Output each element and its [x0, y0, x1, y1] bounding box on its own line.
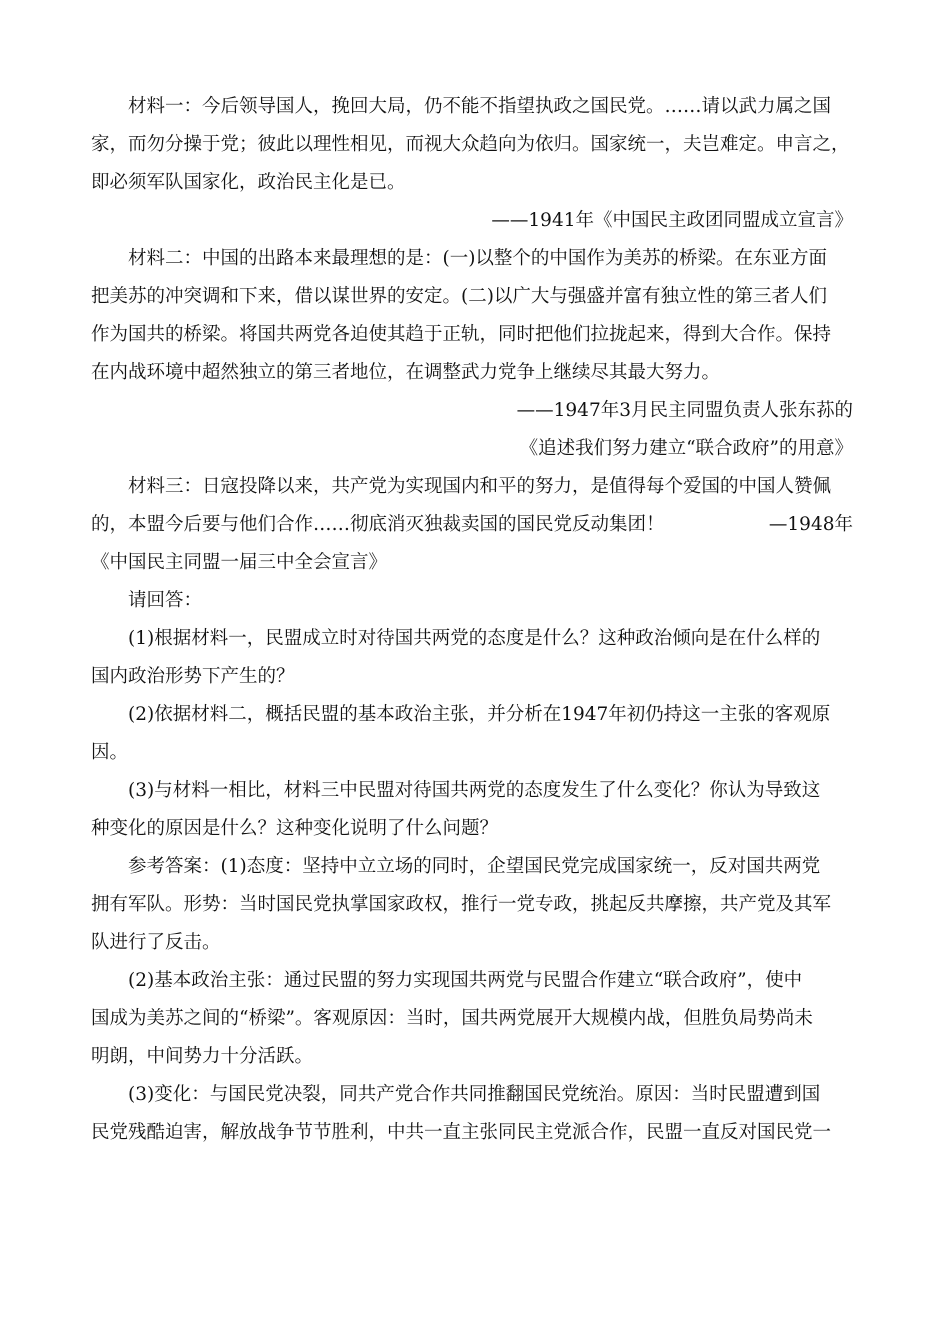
material-1-line: 即必须军队国家化，政治民主化是已。 — [91, 172, 406, 193]
document-page — [91, 88, 861, 1152]
question-3-line: (3)与材料一相比，材料三中民盟对待国共两党的态度发生了什么变化？你认为导致这 — [128, 780, 821, 801]
material-1-source: ——1941年《中国民主政团同盟成立宣言》 — [491, 210, 853, 231]
material-1-line: 材料一：今后领导国人，挽回大局，仍不能不指望执政之国民党。……请以武力属之国 — [128, 96, 832, 117]
material-2-line: 把美苏的冲突调和下来，借以谋世界的安定。(二)以广大与强盛并富有独立性的第三者人们 — [91, 286, 827, 307]
question-2-line: (2)依据材料二，概括民盟的基本政治主张，并分析在1947年初仍持这一主张的客观原 — [128, 704, 831, 725]
answer-3-line: 民党残酷迫害，解放战争节节胜利，中共一直主张同民主党派合作，民盟一直反对国民党一 — [91, 1122, 832, 1143]
answer-2-line: 明朗，中间势力十分活跃。 — [91, 1046, 314, 1067]
answer-3-line: (3)变化：与国民党决裂，同共产党合作共同推翻国民党统治。原因：当时民盟遭到国 — [128, 1084, 821, 1105]
answer-1-line: 拥有军队。形势：当时国民党执掌国家政权，推行一党专政，挑起反共摩擦，共产党及其军 — [91, 894, 832, 915]
material-3-source-year: —1948年 — [768, 514, 853, 535]
question-1-line: 国内政治形势下产生的？ — [91, 666, 295, 687]
material-3-line-with-date — [91, 506, 861, 544]
material-2-line: 作为国共的桥梁。将国共两党各迫使其趋于正轨，同时把他们拉拢起来，得到大合作。保持 — [91, 324, 832, 345]
answer-2-line: 国成为美苏之间的“桥梁”。客观原因：当时，国共两党展开大规模内战，但胜负局势尚未 — [91, 1008, 813, 1029]
question-2-line: 因。 — [91, 742, 129, 763]
question-3-line: 种变化的原因是什么？这种变化说明了什么问题？ — [91, 818, 499, 839]
material-2-source-author: ——1947年3月民主同盟负责人张东荪的 — [516, 400, 853, 421]
question-1-line: (1)根据材料一，民盟成立时对待国共两党的态度是什么？这种政治倾向是在什么样的 — [128, 628, 821, 649]
material-2-source-title: 《追述我们努力建立“联合政府”的用意》 — [519, 438, 853, 459]
material-3-source-title: 《中国民主同盟一届三中全会宣言》 — [91, 552, 388, 573]
material-1-line: 家，而勿分操于党；彼此以理性相见，而视大众趋向为依归。国家统一，夫岂难定。申言之， — [91, 134, 850, 155]
answer-2-line: (2)基本政治主张：通过民盟的努力实现国共两党与民盟合作建立“联合政府”，使中 — [128, 970, 803, 991]
material-2-line: 在内战环境中超然独立的第三者地位，在调整武力党争上继续尽其最大努力。 — [91, 362, 721, 383]
material-2-line: 材料二：中国的出路本来最理想的是：(一)以整个的中国作为美苏的桥梁。在东亚方面 — [128, 248, 827, 269]
answer-1-line: 参考答案：(1)态度：坚持中立立场的同时，企望国民党完成国家统一，反对国共两党 — [128, 856, 821, 877]
material-3-text: 的，本盟今后要与他们合作……彻底消灭独裁卖国的国民党反动集团！ — [91, 514, 665, 535]
material-3-line: 材料三：日寇投降以来，共产党为实现国内和平的努力，是值得每个爱国的中国人赞佩 — [128, 476, 832, 497]
question-prompt: 请回答： — [128, 590, 203, 611]
answer-1-line: 队进行了反击。 — [91, 932, 221, 953]
